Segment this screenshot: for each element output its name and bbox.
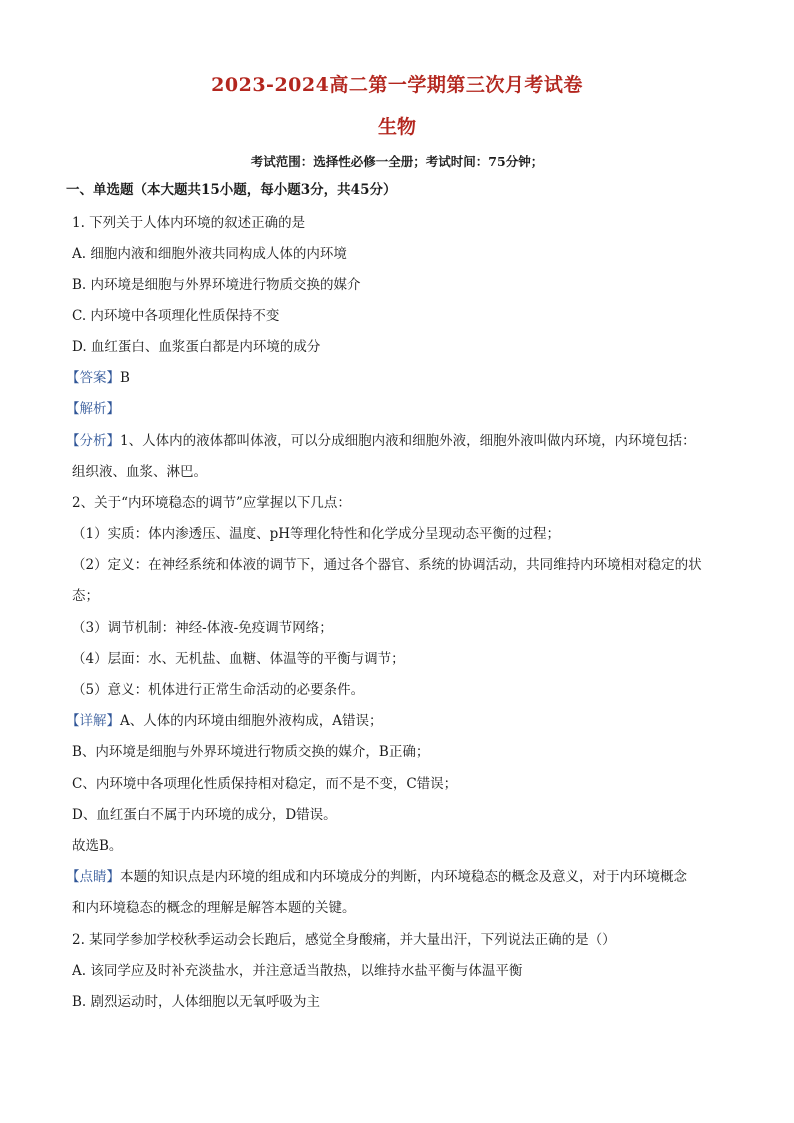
question-1-option-d: D. 血红蛋白、血浆蛋白都是内环境的成分: [72, 339, 321, 355]
answer-line: [66, 369, 726, 387]
point-2: 2、关于“内环境稳态的调节”应掌握以下几点：: [72, 495, 351, 511]
subject-title: 生物: [377, 116, 416, 138]
choice-line: 故选B。: [72, 838, 123, 854]
exam-title: 2023-2024高二第一学期第三次月考试卷: [211, 74, 583, 96]
detail-line-d: D、血红蛋白不属于内环境的成分，D错误。: [72, 807, 337, 823]
sub-point-1: （1）实质：体内渗透压、温度、pH等理化特性和化学成分呈现动态平衡的过程；: [72, 526, 561, 542]
question-2-option-a: A. 该同学应及时补充淡盐水，并注意适当散热，以维持水盐平衡与体温平衡: [72, 963, 523, 979]
question-1-stem: 1. 下列关于人体内环境的叙述正确的是: [72, 215, 306, 231]
fenxi-line-2: 组织液、血浆、淋巴。: [72, 464, 207, 480]
dianjing-text-1: 本题的知识点是内环境的组成和内环境成分的判断，内环境稳态的概念及意义，对于内环境概念: [120, 869, 687, 885]
question-1-option-b: B. 内环境是细胞与外界环境进行物质交换的媒介: [72, 277, 361, 293]
detail-line-b: B、内环境是细胞与外界环境进行物质交换的媒介，B正确；: [72, 744, 430, 760]
dianjing-line-1: [66, 868, 726, 886]
sub-point-5: （5）意义：机体进行正常生命活动的必要条件。: [72, 682, 365, 698]
sub-point-4: （4）层面：水、无机盐、血糖、体温等的平衡与调节；: [72, 651, 405, 667]
detail-text-a: A、人体的内环境由细胞外液构成，A错误；: [120, 713, 383, 729]
dianjing-tag: 【点睛】: [66, 869, 120, 885]
answer-value: B: [120, 370, 130, 386]
sub-point-2a: （2）定义：在神经系统和体液的调节下，通过各个器官、系统的协调活动，共同维持内环境相对稳定的状: [72, 557, 702, 573]
question-2-stem: 2. 某同学参加学校秋季运动会长跑后，感觉全身酸痛，并大量出汗，下列说法正确的是（）: [72, 932, 616, 948]
sub-point-2b: 态；: [72, 588, 99, 604]
fenxi-tag: 【分析】: [66, 433, 120, 449]
answer-tag: 【答案】: [66, 370, 120, 386]
analysis-tag: 【解析】: [66, 401, 120, 417]
question-1-option-c: C. 内环境中各项理化性质保持不变: [72, 308, 280, 324]
question-2-option-b: B. 剧烈运动时，人体细胞以无氧呼吸为主: [72, 994, 321, 1010]
exam-info: 考试范围：选择性必修一全册；考试时间：75分钟；: [250, 154, 544, 169]
sub-point-3: （3）调节机制：神经-体液-免疫调节网络；: [72, 620, 333, 636]
detail-line-a: [66, 712, 726, 730]
section-heading: 一、单选题（本大题共15小题，每小题3分，共45分）: [66, 182, 397, 198]
detail-tag: 【详解】: [66, 713, 120, 729]
question-1-option-a: A. 细胞内液和细胞外液共同构成人体的内环境: [72, 246, 347, 262]
fenxi-line-1: [66, 432, 726, 450]
dianjing-line-2: 和内环境稳态的概念的理解是解答本题的关键。: [72, 900, 356, 916]
detail-line-c: C、内环境中各项理化性质保持相对稳定，而不是不变，C错误；: [72, 776, 458, 792]
fenxi-text-1: 1、人体内的液体都叫体液，可以分成细胞内液和细胞外液，细胞外液叫做内环境，内环境包括：: [120, 433, 696, 449]
